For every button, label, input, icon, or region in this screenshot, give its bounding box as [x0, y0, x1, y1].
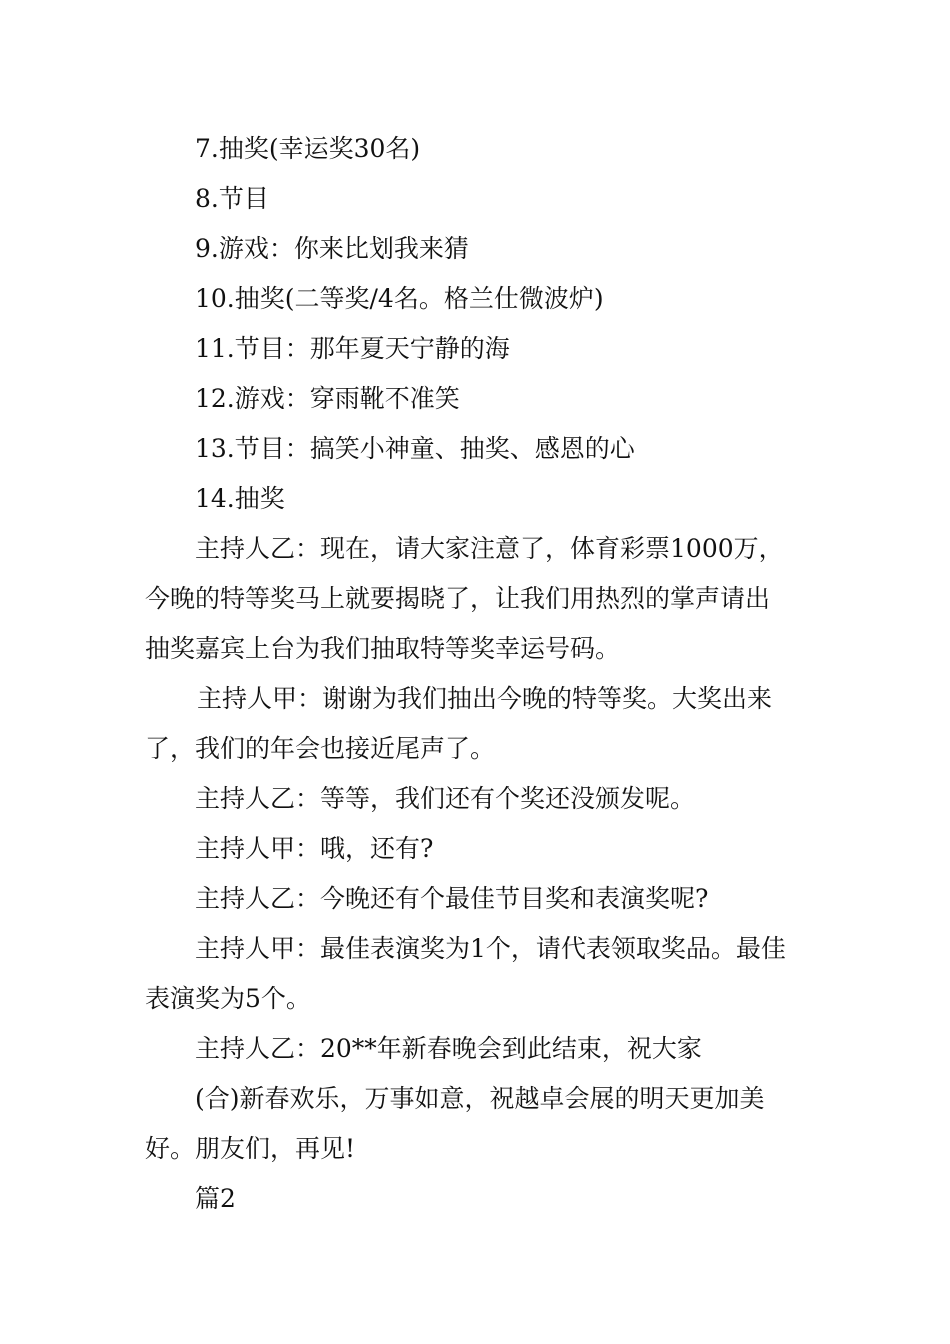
section-heading: 篇2: [195, 1184, 236, 1213]
program-item-14: 14.抽奖: [195, 484, 285, 513]
program-item-9: 9.游戏：你来比划我来猜: [195, 234, 469, 263]
dialogue-line: 主持人乙：20**年新春晚会到此结束，祝大家: [195, 1034, 702, 1063]
dialogue-line: (合)新春欢乐，万事如意，祝越卓会展的明天更加美: [195, 1084, 765, 1113]
program-item-7: 7.抽奖(幸运奖30名): [195, 134, 421, 163]
dialogue-line: 表演奖为5个。: [145, 984, 311, 1013]
program-item-12: 12.游戏：穿雨靴不准笑: [195, 384, 460, 413]
dialogue-line: 主持人甲：哦，还有?: [195, 834, 434, 863]
dialogue-line: 主持人甲：最佳表演奖为1个，请代表领取奖品。最佳: [195, 934, 786, 963]
dialogue-line: 主持人乙：现在，请大家注意了，体育彩票1000万，: [195, 534, 784, 563]
program-item-10: 10.抽奖(二等奖/4名。格兰仕微波炉): [195, 284, 604, 313]
dialogue-line: 抽奖嘉宾上台为我们抽取特等奖幸运号码。: [145, 634, 621, 663]
dialogue-line: 主持人乙：等等，我们还有个奖还没颁发呢。: [195, 784, 696, 813]
dialogue-line: 了，我们的年会也接近尾声了。: [145, 734, 496, 763]
program-item-11: 11.节目：那年夏天宁静的海: [195, 334, 510, 363]
dialogue-line: 今晚的特等奖马上就要揭晓了，让我们用热烈的掌声请出: [145, 584, 771, 613]
dialogue-line: 主持人甲：谢谢为我们抽出今晚的特等奖。大奖出来: [197, 684, 773, 713]
dialogue-line: 好。朋友们，再见!: [145, 1134, 356, 1163]
program-item-13: 13.节目：搞笑小神童、抽奖、感恩的心: [195, 434, 635, 463]
dialogue-line: 主持人乙：今晚还有个最佳节目奖和表演奖呢?: [195, 884, 709, 913]
program-item-8: 8.节目: [195, 184, 269, 213]
